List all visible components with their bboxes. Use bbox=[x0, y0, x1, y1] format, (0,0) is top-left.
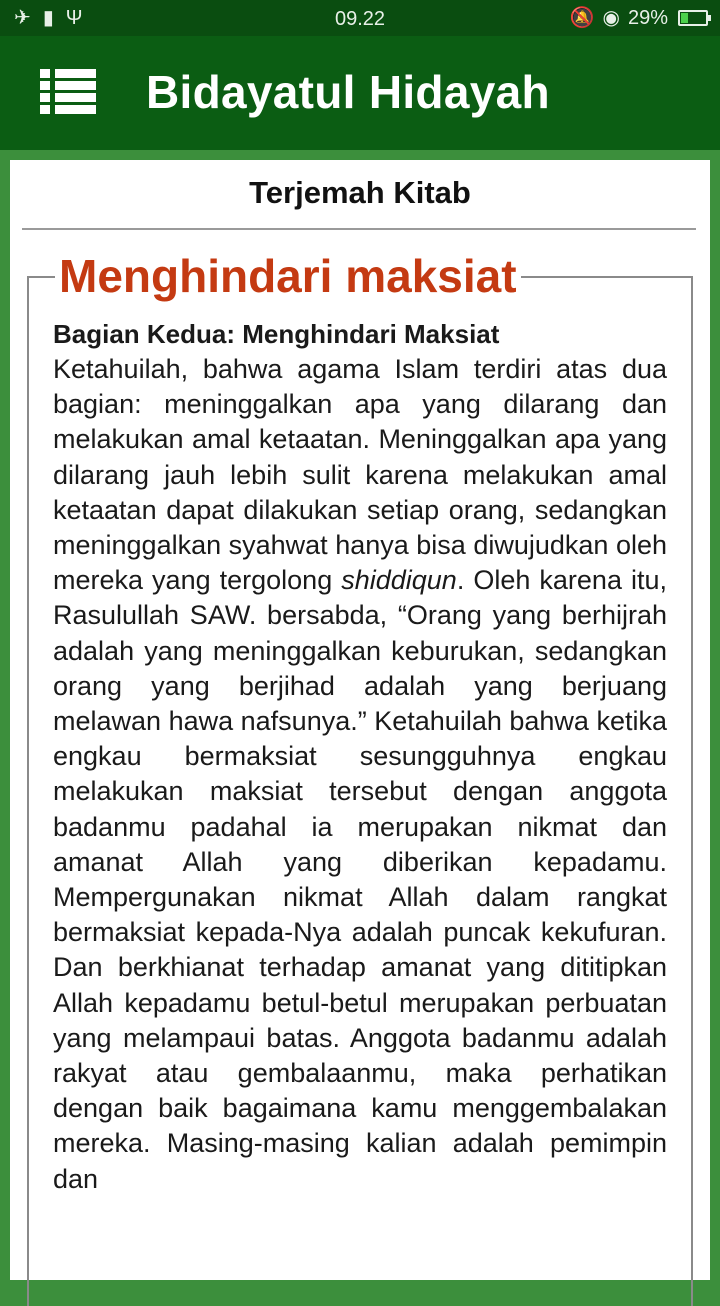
bell-off-icon: 🔕 bbox=[569, 7, 595, 29]
article-subtitle: Bagian Kedua: Menghindari Maksiat bbox=[53, 319, 500, 349]
battery-level-fill bbox=[681, 13, 688, 23]
status-right-icons bbox=[570, 6, 708, 30]
article-text-part-2: . Oleh karena itu, Rasulullah SAW. bersabda, “Orang yang berhijrah adalah yang meninggalkan keburukan, sedangkan orang yang berjihad adalah yang berjuang melawan hawa nafsunya.” Ketahuilah bahwa ketika engkau bermaksiat sesungguhnya engkau melakukan maksiat tersebut dengan anggota badanmu padahal ia merupakan nikmat dan amanat Allah yang diberikan kepadamu. Mempergunakan nikmat Allah dalam rangkat bermaksiat kepada-Nya adalah puncak kekufuran. Dan berkhianat terhadap amanat yang dititipkan Allah kepadamu betul-betul merupakan perbuatan yang melampaui batas. Anggota badanmu adalah rakyat atau gembalaanmu, maka perhatikan dengan baik bagaimana kamu menggembalakan mereka. Masing-masing kalian adalah pemimpin dan bbox=[53, 565, 667, 1194]
app-title: Bidayatul Hidayah bbox=[146, 66, 550, 118]
sim-card-icon: ▮ bbox=[42, 7, 54, 29]
article-text-part-1: Ketahuilah, bahwa agama Islam terdiri atas dua bagian: meninggalkan apa yang dilarang dan melakukan amal ketaatan. Meninggalkan apa yang dilarang jauh lebih sulit karena melakukan amal ketaatan dapat dilakukan setiap orang, sedangkan meninggalkan syahwat hanya bisa diwujudkan oleh mereka yang tergolong bbox=[53, 354, 667, 596]
article-body bbox=[53, 316, 667, 1197]
airplane-icon: ✈ bbox=[14, 7, 31, 29]
article-title: Menghindari maksiat bbox=[55, 248, 521, 304]
content-card bbox=[10, 160, 710, 1280]
section-header: Terjemah Kitab bbox=[249, 175, 471, 210]
status-bar bbox=[0, 0, 720, 36]
section-divider bbox=[22, 228, 696, 230]
eye-icon: ◉ bbox=[602, 7, 620, 29]
list-menu-icon[interactable] bbox=[40, 69, 96, 115]
battery-percent: 29% bbox=[627, 7, 668, 29]
usb-icon: Ψ bbox=[65, 7, 83, 29]
app-bar bbox=[0, 36, 720, 150]
article-italic-term: shiddiqun bbox=[341, 565, 457, 596]
status-time: 09.22 bbox=[334, 8, 386, 30]
article-text bbox=[53, 352, 667, 1197]
battery-charging-icon bbox=[678, 10, 708, 26]
